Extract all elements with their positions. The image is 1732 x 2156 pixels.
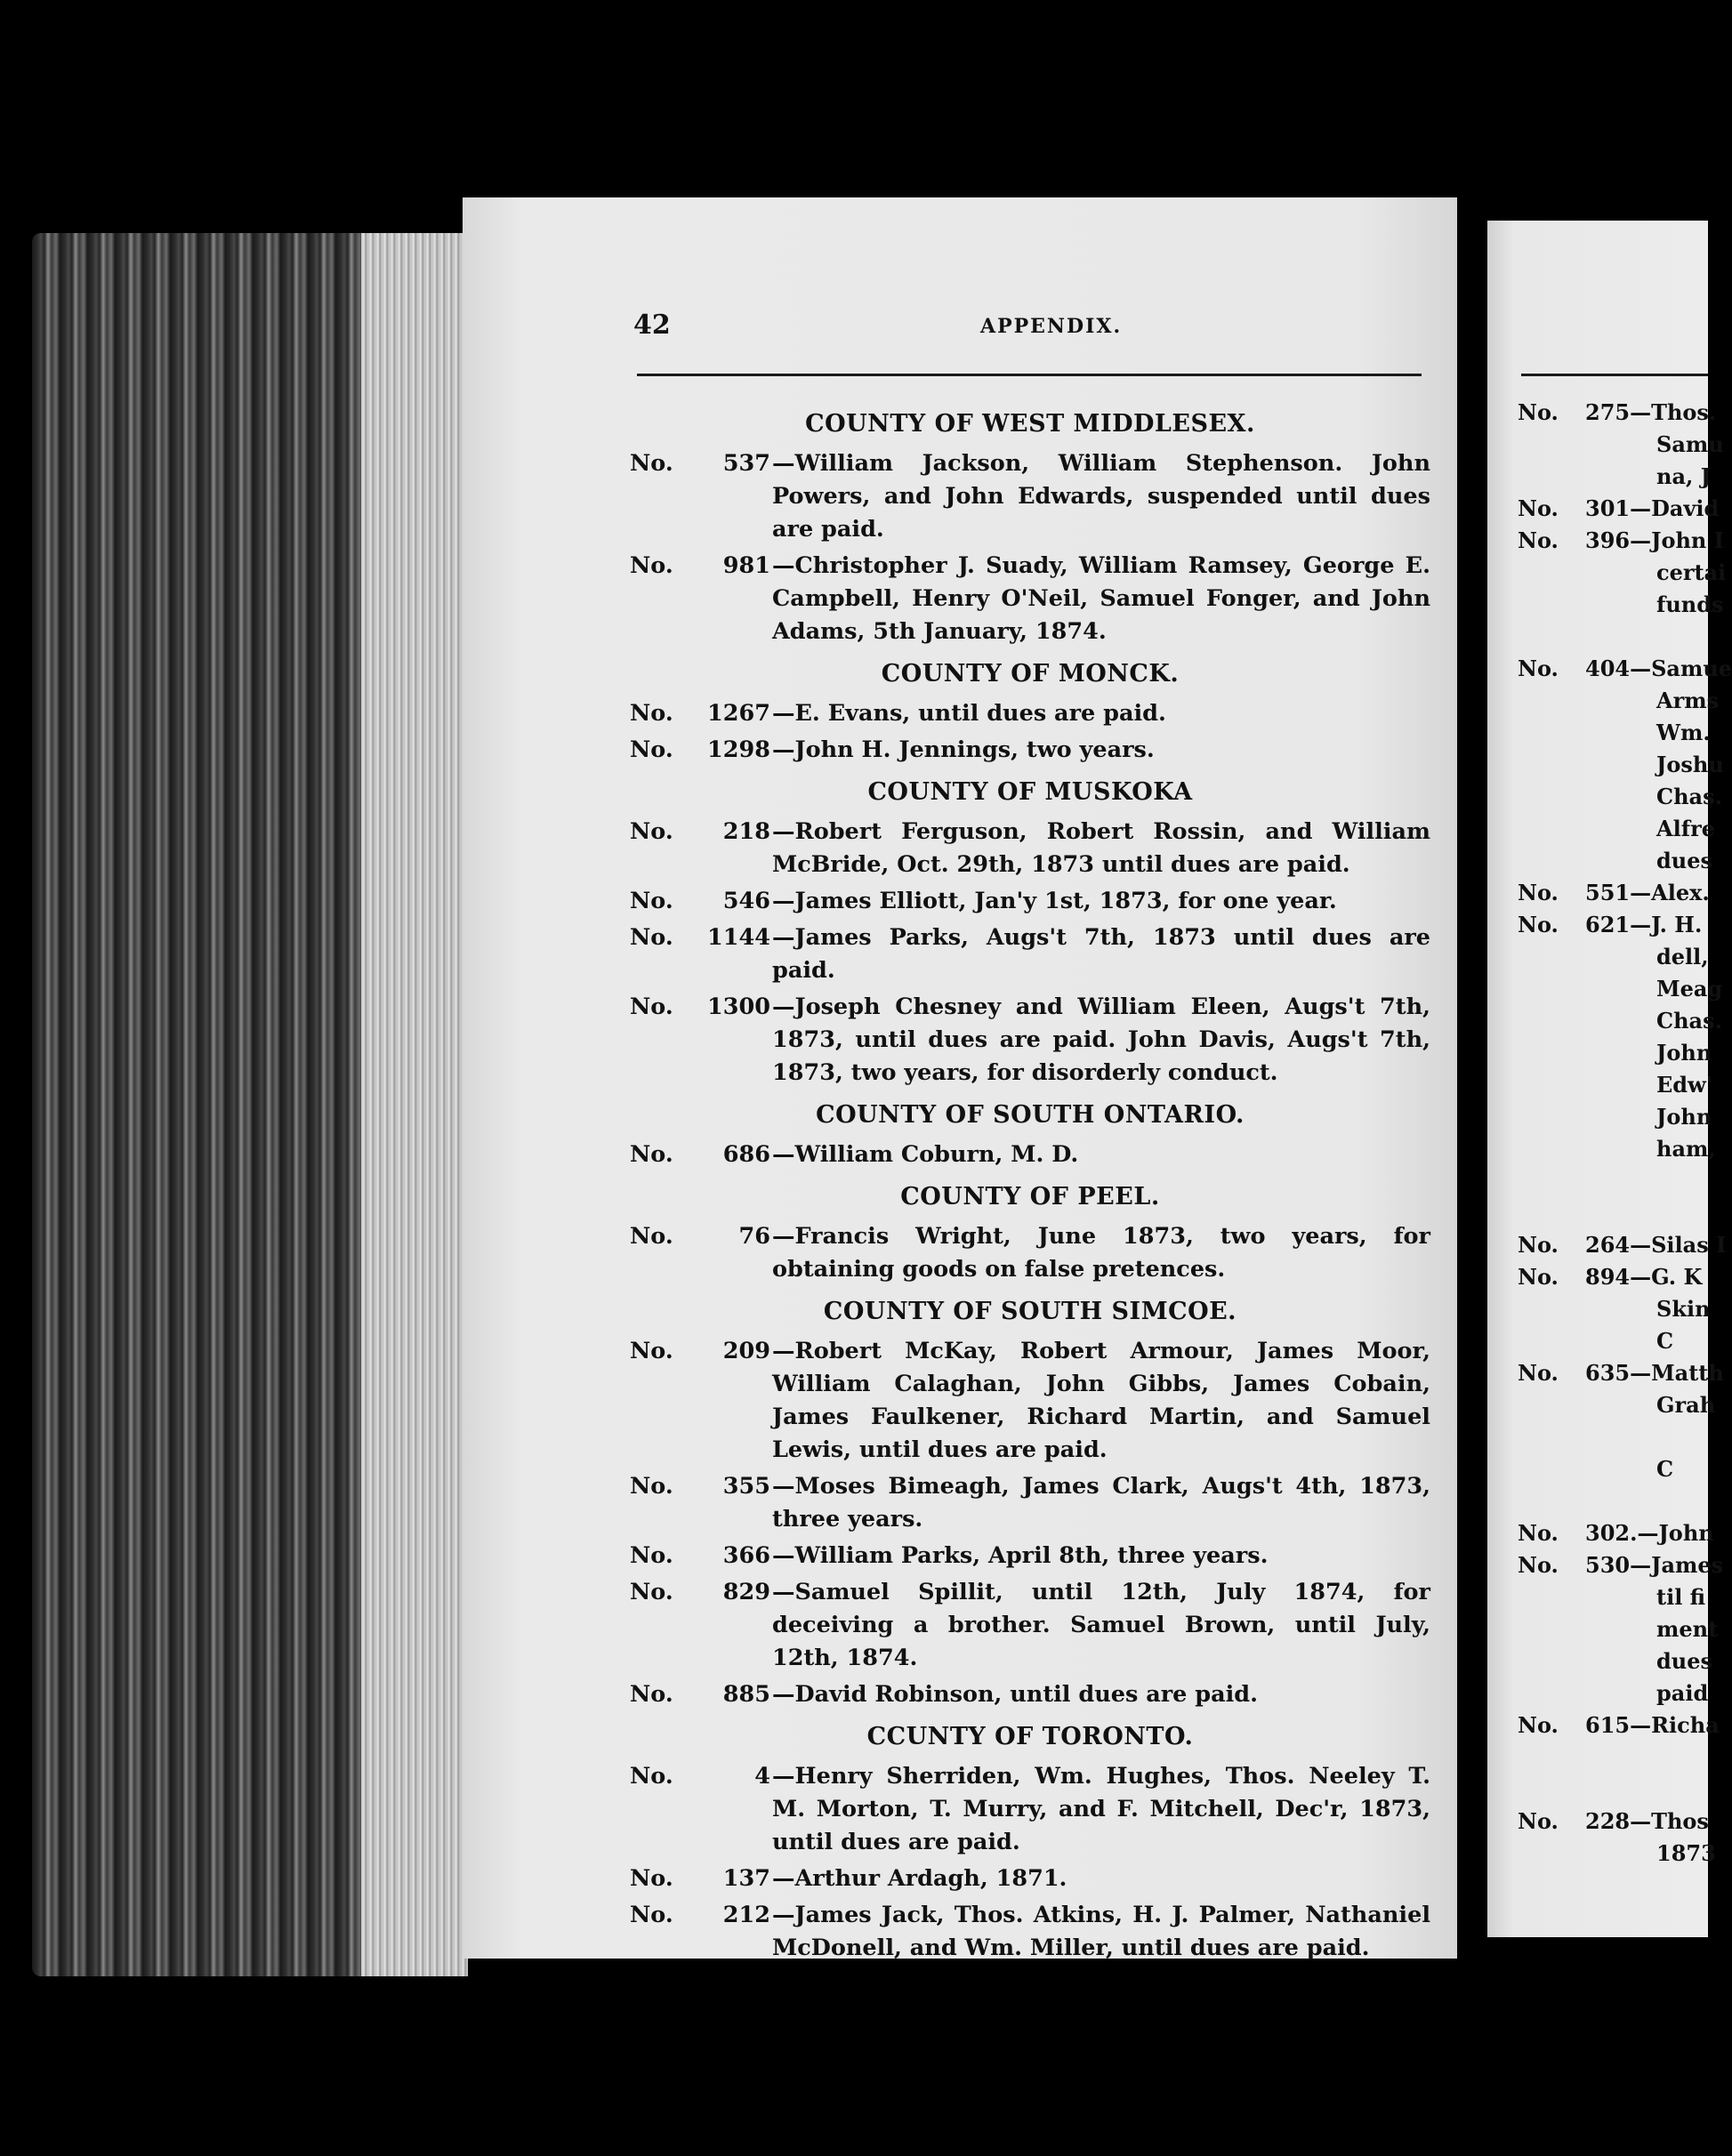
entry-number: 546 — [722, 888, 770, 914]
running-head — [633, 310, 1423, 349]
facing-page-line — [1518, 1229, 1727, 1261]
entry-number: 829 — [722, 1579, 770, 1605]
facing-entry-text: 894—G. K — [1585, 1264, 1703, 1290]
facing-entry-text: Chas. — [1656, 1008, 1722, 1034]
facing-page-line — [1518, 1838, 1716, 1870]
entry-text: —Joseph Chesney and William Eleen, Augs't 7th, 1873, until dues are paid. John Davis, Augs't 7th, 1873, two years, for disorderly conduct. — [772, 994, 1430, 1086]
facing-entry-text: C — [1656, 1456, 1674, 1482]
entry-prefix: No. — [630, 736, 673, 763]
entry-text: —Samuel Spillit, until 12th, July 1874, for deceiving a brother. Samuel Brown, until July, 12th, 1874. — [772, 1579, 1430, 1671]
facing-page-line — [1518, 1581, 1708, 1613]
entry-prefix: No. — [630, 1223, 673, 1250]
entry-row — [630, 1220, 1430, 1286]
facing-entry-text: certai — [1656, 559, 1727, 585]
facing-entry-text: funds — [1656, 591, 1724, 617]
entry-row — [630, 885, 1430, 918]
facing-page-line — [1518, 1549, 1724, 1581]
facing-page-line — [1518, 589, 1724, 621]
facing-entry-text: Wm. — [1656, 720, 1711, 745]
facing-page-line — [1518, 973, 1723, 1005]
facing-page-line — [1518, 1133, 1716, 1165]
page-number: 42 — [633, 310, 671, 341]
facing-page-text — [1518, 397, 1732, 1870]
facing-entry-text: dues — [1656, 848, 1713, 873]
entry-number: 1144 — [707, 924, 770, 951]
entry-row — [630, 697, 1430, 730]
entry-number: 212 — [722, 1902, 770, 1928]
facing-entry-prefix: No. — [1518, 399, 1559, 425]
entry-prefix: No. — [630, 1763, 673, 1790]
facing-page-line — [1518, 1101, 1712, 1133]
facing-page-rule — [1521, 374, 1708, 376]
entry-row — [630, 1862, 1430, 1895]
facing-page-line — [1518, 1613, 1719, 1645]
entry-text: —William Coburn, M. D. — [772, 1141, 1079, 1168]
facing-entry-prefix: No. — [1518, 880, 1559, 905]
facing-page-line — [1518, 749, 1724, 781]
facing-page-line — [1518, 1710, 1720, 1742]
facing-entry-prefix: No. — [1518, 1808, 1559, 1834]
entry-row — [630, 991, 1430, 1090]
entry-prefix: No. — [630, 450, 673, 477]
facing-page-line — [1518, 653, 1732, 685]
facing-entry-text: John — [1656, 1040, 1712, 1066]
entry-prefix: No. — [630, 1681, 673, 1708]
county-section — [630, 657, 1430, 767]
facing-page-line — [1518, 685, 1720, 717]
facing-page-line — [1518, 717, 1711, 749]
facing-entry-text: Joshu — [1656, 752, 1724, 777]
county-section — [630, 1720, 1430, 1965]
section-heading: COUNTY OF SOUTH ONTARIO. — [816, 1101, 1245, 1129]
entry-text: —Arthur Ardagh, 1871. — [772, 1865, 1067, 1892]
facing-entry-text: 551—Alex. — [1585, 880, 1710, 905]
entry-row — [630, 1899, 1430, 1965]
facing-page-line — [1518, 941, 1708, 973]
entry-text: —Robert Ferguson, Robert Rossin, and William McBride, Oct. 29th, 1873 until dues are paid. — [772, 818, 1430, 878]
facing-page-line — [1518, 877, 1708, 909]
facing-page-line — [1518, 1197, 1708, 1229]
facing-page-line — [1518, 1037, 1712, 1069]
facing-entry-text: 264—Silas I — [1585, 1232, 1727, 1258]
entry-prefix: No. — [630, 552, 673, 579]
facing-page-line — [1518, 1357, 1724, 1389]
entry-number: 218 — [722, 818, 770, 845]
entry-row — [630, 1335, 1430, 1467]
facing-page-line — [1518, 1806, 1708, 1838]
county-section — [630, 1098, 1430, 1171]
facing-entry-text: 1873 — [1656, 1840, 1716, 1866]
facing-entry-text: Meag — [1656, 976, 1723, 1002]
entry-number: 137 — [722, 1865, 770, 1892]
facing-entry-text: dell, — [1656, 944, 1709, 969]
facing-entry-prefix: No. — [1518, 912, 1559, 937]
facing-entry-text: 621—J. H. — [1585, 912, 1703, 937]
section-heading: COUNTY OF MUSKOKA — [867, 778, 1193, 806]
facing-page-line — [1518, 781, 1722, 813]
entry-text: —William Jackson, William Stephenson. John Powers, and John Edwards, suspended until dues are paid. — [772, 450, 1430, 543]
entry-row — [630, 816, 1430, 881]
facing-page-line — [1518, 557, 1727, 589]
facing-entry-text: 228—Thos — [1585, 1808, 1709, 1834]
entry-prefix: No. — [630, 1902, 673, 1928]
facing-entry-prefix: No. — [1518, 1232, 1559, 1258]
entry-prefix: No. — [630, 1542, 673, 1569]
facing-page-line — [1518, 1389, 1716, 1421]
entry-text: —Robert McKay, Robert Armour, James Moor, William Calaghan, John Gibbs, James Cobain, James Faulkener, Richard Martin, and Samuel Lewis, until dues are paid. — [772, 1338, 1430, 1463]
facing-page-line — [1518, 397, 1717, 429]
facing-page-line — [1518, 1645, 1713, 1677]
entry-prefix: No. — [630, 1141, 673, 1168]
entry-row — [630, 447, 1430, 546]
entry-prefix: No. — [630, 924, 673, 951]
section-heading: COUNTY OF SOUTH SIMCOE. — [823, 1298, 1237, 1325]
facing-page-line — [1518, 1677, 1708, 1710]
entry-prefix: No. — [630, 818, 673, 845]
facing-entry-text: paid — [1656, 1680, 1709, 1706]
entry-text: —James Parks, Augs't 7th, 1873 until dues are paid. — [772, 924, 1430, 984]
entry-number: 355 — [722, 1473, 770, 1500]
entry-number: 1267 — [707, 700, 770, 727]
facing-entry-text: Arms — [1656, 688, 1720, 713]
section-heading: CCUNTY OF TORONTO. — [866, 1723, 1194, 1750]
facing-entry-prefix: No. — [1518, 527, 1559, 553]
facing-entry-prefix: No. — [1518, 1552, 1559, 1578]
facing-page-line — [1518, 1774, 1708, 1806]
facing-page-line — [1518, 525, 1724, 557]
entry-row — [630, 1540, 1430, 1573]
facing-entry-text: 635—Matth — [1585, 1360, 1724, 1386]
facing-page-line — [1518, 1517, 1714, 1549]
county-section — [630, 776, 1430, 1090]
facing-page-line — [1518, 1742, 1708, 1774]
facing-entry-text: Chas. — [1656, 784, 1722, 809]
entry-row — [630, 1678, 1430, 1711]
entry-text: —John H. Jennings, two years. — [772, 736, 1155, 763]
entry-prefix: No. — [630, 1865, 673, 1892]
facing-page-line — [1518, 429, 1724, 461]
entry-text: —Henry Sherriden, Wm. Hughes, Thos. Neeley T. M. Morton, T. Murry, and F. Mitchell, Dec'r, 1873, until dues are paid. — [772, 1763, 1430, 1855]
facing-page-line — [1518, 1421, 1708, 1453]
facing-entry-text: 615—Richa — [1585, 1712, 1720, 1738]
county-section — [630, 1180, 1430, 1286]
facing-entry-text: 301—David — [1585, 495, 1720, 521]
entry-number: 686 — [722, 1141, 770, 1168]
facing-entry-prefix: No. — [1518, 495, 1559, 521]
entry-number: 885 — [722, 1681, 770, 1708]
section-heading: COUNTY OF MONCK. — [881, 660, 1180, 688]
facing-entry-text: Grah — [1656, 1392, 1716, 1418]
facing-entry-text: C — [1656, 1328, 1674, 1354]
facing-entry-text: dues — [1656, 1648, 1713, 1674]
header-rule — [637, 374, 1422, 376]
facing-page-line — [1518, 1293, 1711, 1325]
facing-entry-text: ham, — [1656, 1136, 1716, 1162]
facing-page-line — [1518, 493, 1720, 525]
entry-prefix: No. — [630, 994, 673, 1020]
entry-text: —David Robinson, until dues are paid. — [772, 1681, 1259, 1708]
facing-entry-text: Edw' — [1656, 1072, 1713, 1098]
entry-row — [630, 1576, 1430, 1675]
facing-entry-prefix: No. — [1518, 1264, 1559, 1290]
section-heading: COUNTY OF PEEL. — [900, 1183, 1160, 1211]
entry-number: 366 — [722, 1542, 770, 1569]
entry-text: —James Elliott, Jan'y 1st, 1873, for one year. — [772, 888, 1337, 914]
entry-text: —Christopher J. Suady, William Ramsey, George E. Campbell, Henry O'Neil, Samuel Fonger, and John Adams, 5th January, 1874. — [772, 552, 1430, 645]
facing-page-line — [1518, 1165, 1708, 1197]
facing-entry-text: na, J — [1656, 463, 1712, 489]
facing-page-line — [1518, 909, 1708, 941]
facing-page-line — [1518, 1325, 1708, 1357]
facing-page-line — [1518, 461, 1712, 493]
entry-number: 1300 — [707, 994, 770, 1020]
entry-number: 1298 — [707, 736, 770, 763]
facing-entry-text: ment — [1656, 1616, 1719, 1642]
county-section — [630, 407, 1430, 648]
facing-page-line — [1518, 813, 1715, 845]
running-title: APPENDIX. — [980, 315, 1123, 338]
entry-row — [630, 1760, 1430, 1859]
entry-row — [630, 734, 1430, 767]
entry-prefix: No. — [630, 1579, 673, 1605]
facing-entry-text: John — [1656, 1104, 1712, 1130]
section-heading: COUNTY OF WEST MIDDLESEX. — [805, 410, 1255, 438]
entry-number: 981 — [722, 552, 770, 579]
entry-row — [630, 1138, 1430, 1171]
entry-text: —Francis Wright, June 1873, two years, for obtaining goods on false pretences. — [772, 1223, 1430, 1283]
entry-number: 537 — [722, 450, 770, 477]
entry-prefix: No. — [630, 1473, 673, 1500]
facing-entry-prefix: No. — [1518, 1712, 1559, 1738]
facing-entry-text: 404—Samue — [1585, 656, 1732, 681]
entry-number: 76 — [738, 1223, 770, 1250]
entry-prefix: No. — [630, 1338, 673, 1364]
facing-entry-text: til fi — [1656, 1584, 1706, 1610]
entry-text: —Moses Bimeagh, James Clark, Augs't 4th, 1873, three years. — [772, 1473, 1430, 1533]
facing-entry-prefix: No. — [1518, 1520, 1559, 1546]
facing-entry-text: 530—James — [1585, 1552, 1724, 1578]
county-section — [630, 1295, 1430, 1711]
entry-text: —E. Evans, until dues are paid. — [772, 700, 1166, 727]
document-body — [630, 398, 1430, 1968]
facing-entry-text: 275—Thos. — [1585, 399, 1717, 425]
entry-prefix: No. — [630, 888, 673, 914]
facing-page-line — [1518, 1069, 1713, 1101]
facing-entry-prefix: No. — [1518, 656, 1559, 681]
entry-row — [630, 1470, 1430, 1536]
facing-entry-text: 302.—John — [1585, 1520, 1714, 1546]
facing-page-line — [1518, 845, 1713, 877]
facing-entry-text: 396—John I — [1585, 527, 1724, 553]
facing-page-line — [1518, 1005, 1722, 1037]
entry-row — [630, 921, 1430, 987]
facing-entry-text: Alfre — [1656, 816, 1715, 841]
facing-page-line — [1518, 1261, 1708, 1293]
entry-text: —James Jack, Thos. Atkins, H. J. Palmer, Nathaniel McDonell, and Wm. Miller, until dues are paid. — [772, 1902, 1430, 1961]
facing-entry-text: Samu — [1656, 431, 1724, 457]
entry-prefix: No. — [630, 700, 673, 727]
facing-entry-prefix: No. — [1518, 1360, 1559, 1386]
entry-text: —William Parks, April 8th, three years. — [772, 1542, 1269, 1569]
entry-row — [630, 550, 1430, 648]
facing-page-line — [1518, 621, 1708, 653]
facing-page-line — [1518, 1453, 1708, 1485]
entry-number: 209 — [722, 1338, 770, 1364]
book-page-edges — [32, 233, 468, 1976]
entry-number: 4 — [754, 1763, 770, 1790]
facing-page-line — [1518, 1485, 1708, 1517]
facing-entry-text: Skin — [1656, 1296, 1711, 1322]
